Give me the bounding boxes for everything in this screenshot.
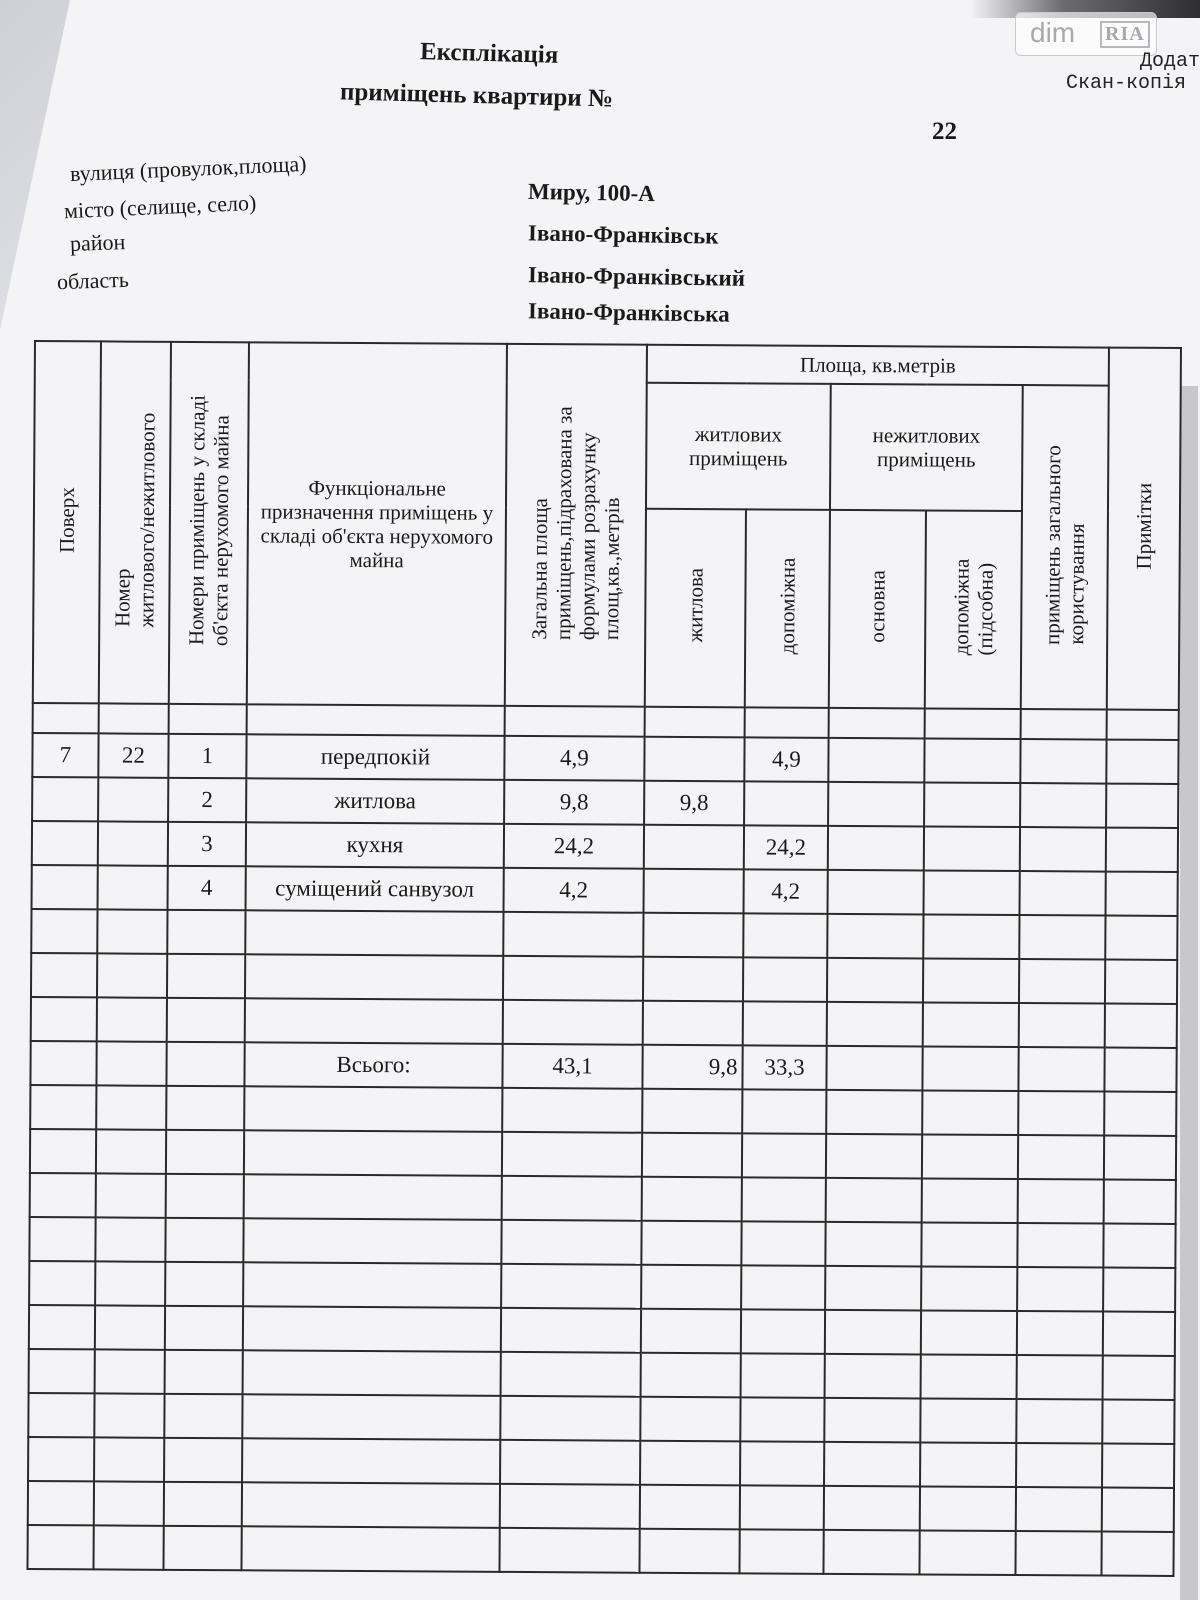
street-value: Миру, 100-А [527, 178, 656, 207]
table-row-empty [30, 1085, 1176, 1136]
cell-room-no: 3 [168, 822, 246, 866]
header-res-aux [745, 509, 830, 708]
cell-living-area [644, 737, 744, 782]
table-row [32, 865, 1178, 916]
header-nonres-main-text: основна [865, 570, 890, 643]
cell-aux-area: 24,2 [744, 825, 828, 870]
header-total-area [505, 344, 647, 707]
header-unit-number-line2: житлового/нежитлового [134, 412, 160, 628]
header-notes-text: Примітки [1131, 482, 1157, 570]
header-function-text: Функціональне призначення приміщень у складі об'єкта нерухомого майна [260, 475, 494, 573]
table-row-empty [30, 1129, 1176, 1180]
cell-room-no: 4 [168, 866, 246, 910]
cell-room-name: кухня [246, 822, 504, 868]
header-nonresidential [830, 384, 1023, 511]
cell-floor: 7 [32, 733, 98, 777]
table-row-empty [29, 1217, 1175, 1268]
watermark-dim-text: dim [1030, 17, 1076, 48]
header-residential-text: житлових приміщень [688, 421, 788, 471]
header-unit-number [99, 341, 171, 703]
header-common-line1: приміщень загального [1040, 444, 1066, 645]
table-row-empty [29, 1305, 1175, 1356]
totals-total-area: 43,1 [502, 1044, 642, 1089]
table-row [32, 777, 1178, 828]
district-label: район [69, 229, 126, 256]
header-nonresidential-text: нежитлових приміщень [872, 422, 981, 472]
table-row-empty [31, 997, 1177, 1048]
cell-room-no: 1 [168, 734, 246, 778]
header-res-living-text: житлова [683, 568, 708, 643]
header-function [247, 342, 507, 706]
header-area-group [647, 345, 1109, 386]
document-subtitle: приміщень квартири № [339, 78, 614, 113]
district-value: Івано-Франківський [527, 262, 746, 291]
header-nonres-aux-line2: (підсобна) [973, 562, 998, 656]
cell-total-area: 4,2 [504, 868, 644, 913]
cell-living-area [644, 869, 744, 914]
table-row-empty [28, 1393, 1174, 1444]
table-row-empty [28, 1437, 1174, 1488]
region-value: Івано-Франківська [527, 298, 730, 327]
background-strip [1180, 386, 1198, 1600]
header-nonres-main [829, 510, 926, 709]
cell-floor [32, 865, 98, 909]
corner-note-scan-copy: Скан-копія [1066, 72, 1187, 95]
city-value: Івано-Франківськ [527, 220, 719, 249]
explication-table [26, 340, 1181, 1577]
cell-floor [32, 777, 98, 821]
header-total-line4: площ,кв.,метрів [599, 497, 625, 640]
header-floor-text: Поверх [54, 486, 80, 553]
table-row [32, 821, 1178, 872]
header-common-use [1021, 385, 1109, 710]
cell-unit [98, 777, 168, 821]
cell-living-area [644, 825, 744, 870]
table-row-empty [29, 1261, 1175, 1312]
city-label: місто (селище, село) [63, 189, 257, 224]
table-row-empty [27, 1525, 1173, 1576]
table-totals-row [30, 1041, 1176, 1092]
totals-aux-area: 33,3 [742, 1045, 826, 1090]
header-total-line3: формулами розрахунку [575, 431, 601, 640]
header-notes [1107, 348, 1181, 710]
cell-total-area: 24,2 [504, 824, 644, 869]
table-row-empty [31, 909, 1177, 960]
cell-unit [98, 865, 168, 909]
header-residential [646, 383, 831, 510]
cell-room-name: житлова [246, 778, 504, 824]
header-room-numbers-line1: Номери приміщень у складі [183, 395, 210, 646]
header-total-line2: приміщень,підрахована за [551, 405, 577, 640]
header-unit-number-line1: Номер [110, 568, 135, 628]
watermark-ria-text: RIA [1100, 21, 1150, 48]
cell-aux-area: 4,9 [744, 737, 828, 782]
cell-room-no: 2 [168, 778, 246, 822]
table-row-empty [28, 1481, 1174, 1532]
table-row-empty [31, 953, 1177, 1004]
region-label: область [56, 266, 130, 295]
dimria-watermark [1015, 12, 1157, 56]
header-res-aux-text: допоміжна [775, 557, 800, 655]
header-area-group-text: Площа, кв.метрів [799, 352, 956, 378]
header-room-numbers [169, 342, 249, 704]
cell-total-area: 4,9 [504, 736, 644, 781]
cell-unit [98, 821, 168, 865]
header-nonres-aux-line1: допоміжна [948, 558, 974, 656]
cell-room-name: передпокій [246, 734, 504, 780]
header-res-living [645, 509, 746, 708]
apartment-number: 22 [932, 118, 957, 145]
header-common-line2: користування [1064, 523, 1089, 645]
totals-living-area: 9,8 [642, 1045, 742, 1090]
table-row-empty [29, 1349, 1175, 1400]
cell-aux-area [744, 781, 828, 826]
header-room-numbers-line2: об'єкта нерухомого майна [208, 414, 234, 646]
header-nonres-aux [925, 510, 1022, 709]
table-row [32, 733, 1178, 784]
corner-note-appendix: Додат [1140, 50, 1200, 73]
cell-unit: 22 [98, 733, 168, 777]
street-label: вулиця (провулок,площа) [69, 150, 307, 187]
cell-total-area: 9,8 [504, 780, 644, 825]
document-title: Експлікація [419, 38, 559, 69]
header-floor [33, 341, 101, 703]
cell-aux-area: 4,2 [744, 869, 828, 914]
table-header-row-1 [35, 341, 1181, 386]
cell-living-area: 9,8 [644, 781, 744, 826]
cell-room-name: суміщений санвузол [246, 866, 504, 912]
table-row-empty [30, 1173, 1176, 1224]
cell-floor [32, 821, 98, 865]
header-total-line1: Загальна площа [526, 497, 552, 640]
totals-label: Всього: [244, 1042, 502, 1088]
